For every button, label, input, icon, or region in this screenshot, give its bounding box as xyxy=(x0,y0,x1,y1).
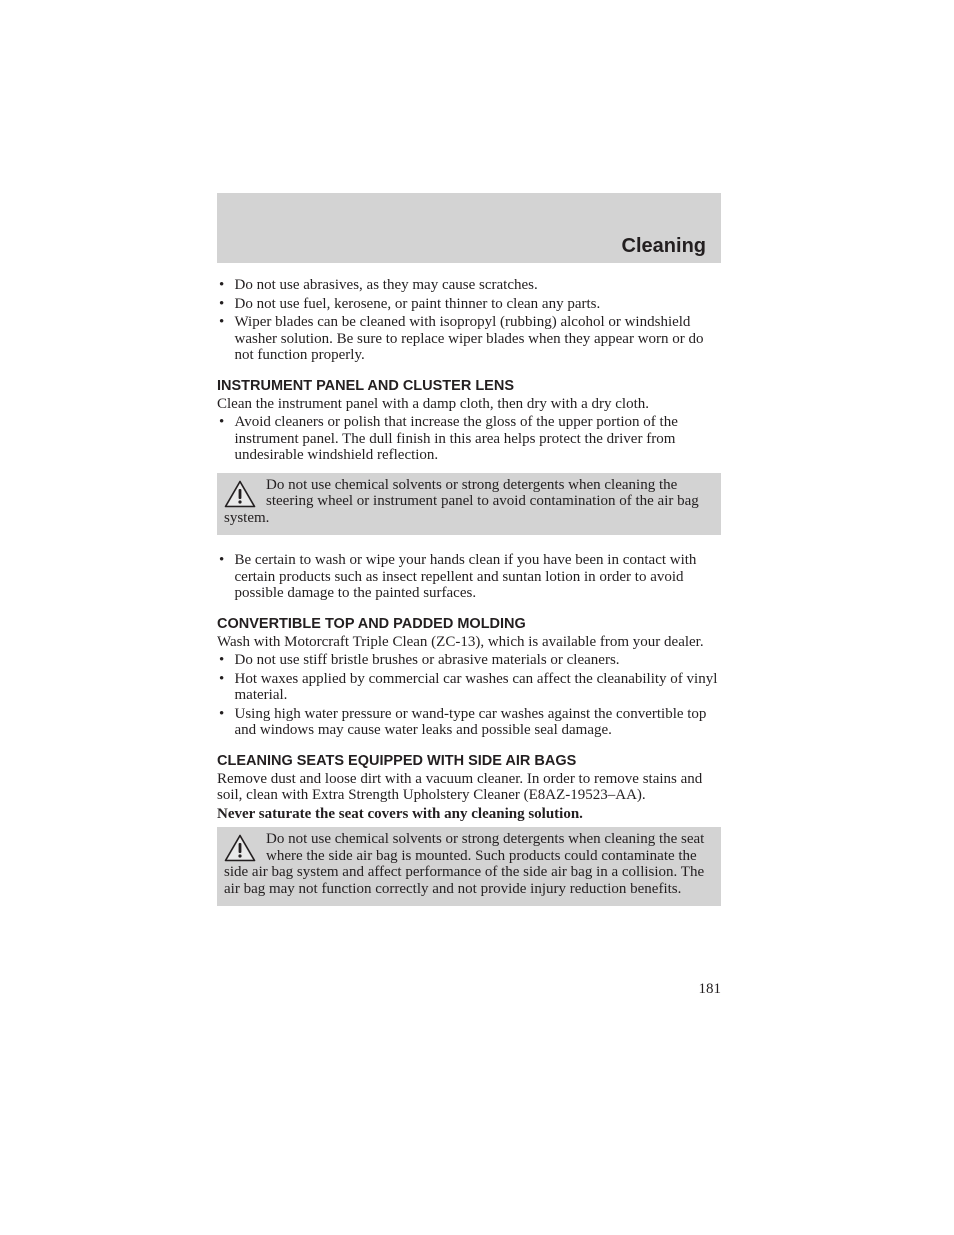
list-item: • Do not use stiff bristle brushes or abrasive materials or cleaners. xyxy=(217,652,721,669)
list-item: • Be certain to wash or wipe your hands clean if you have been in contact with certain products such as insect repellent and suntan lotion in order to avoid possible damage to the painted surfaces. xyxy=(217,552,721,602)
hands-bullet-list xyxy=(217,552,721,602)
instrument-panel-text: Clean the instrument panel with a damp cloth, then dry with a dry cloth. xyxy=(217,395,649,412)
section-title: Cleaning xyxy=(621,235,706,257)
list-item: • Hot waxes applied by commercial car washes can affect the cleanability of vinyl material. xyxy=(217,671,721,704)
instrument-panel-warning xyxy=(217,473,721,536)
seat-covers-bold-note: Never saturate the seat covers with any cleaning solution. xyxy=(217,805,583,822)
seats-side-air-bags-heading: CLEANING SEATS EQUIPPED WITH SIDE AIR BAGS xyxy=(217,752,577,769)
list-item: • Avoid cleaners or polish that increase the gloss of the upper portion of the instrument panel. The dull finish in this area helps protect the driver from undesirable windshield reflection. xyxy=(217,414,721,464)
page-number: 181 xyxy=(698,981,721,997)
intro-bullet-list xyxy=(217,277,721,364)
convertible-top-text: Wash with Motorcraft Triple Clean (ZC-13), which is available from your dealer. xyxy=(217,633,704,650)
warning-text: Do not use chemical solvents or strong detergents when cleaning the steering wheel or instrument panel to avoid contamination of the air bag system. xyxy=(224,476,699,526)
warning-text: Do not use chemical solvents or strong detergents when cleaning the seat where the side air bag is mounted. Such products could contaminate the side air bag system and affect performance of the side air bag in a collision. The air bag may not function correctly and not provide injury reduction benefits. xyxy=(224,831,705,897)
seats-side-air-bags-text: Remove dust and loose dirt with a vacuum cleaner. In order to remove stains and soil, clean with Extra Strength Upholstery Cleaner (E8AZ-19523–AA). xyxy=(217,770,703,803)
list-item: • Wiper blades can be cleaned with isopropyl (rubbing) alcohol or windshield washer solution. Be sure to replace wiper blades when they appear worn or do not function properly. xyxy=(217,314,721,364)
seats-warning xyxy=(217,827,721,906)
list-item: • Do not use fuel, kerosene, or paint thinner to clean any parts. xyxy=(217,296,721,313)
instrument-panel-heading: INSTRUMENT PANEL AND CLUSTER LENS xyxy=(217,377,514,394)
list-item: • Do not use abrasives, as they may cause scratches. xyxy=(217,277,721,294)
page-content xyxy=(217,277,721,923)
instrument-panel-bullet-list xyxy=(217,414,721,464)
list-item: • Using high water pressure or wand-type car washes against the convertible top and windows may cause water leaks and possible seal damage. xyxy=(217,706,721,739)
convertible-top-heading: CONVERTIBLE TOP AND PADDED MOLDING xyxy=(217,615,526,632)
warning-triangle-icon xyxy=(224,834,256,862)
convertible-top-bullet-list xyxy=(217,652,721,739)
warning-triangle-icon xyxy=(224,480,256,508)
section-header-bar xyxy=(217,193,721,263)
